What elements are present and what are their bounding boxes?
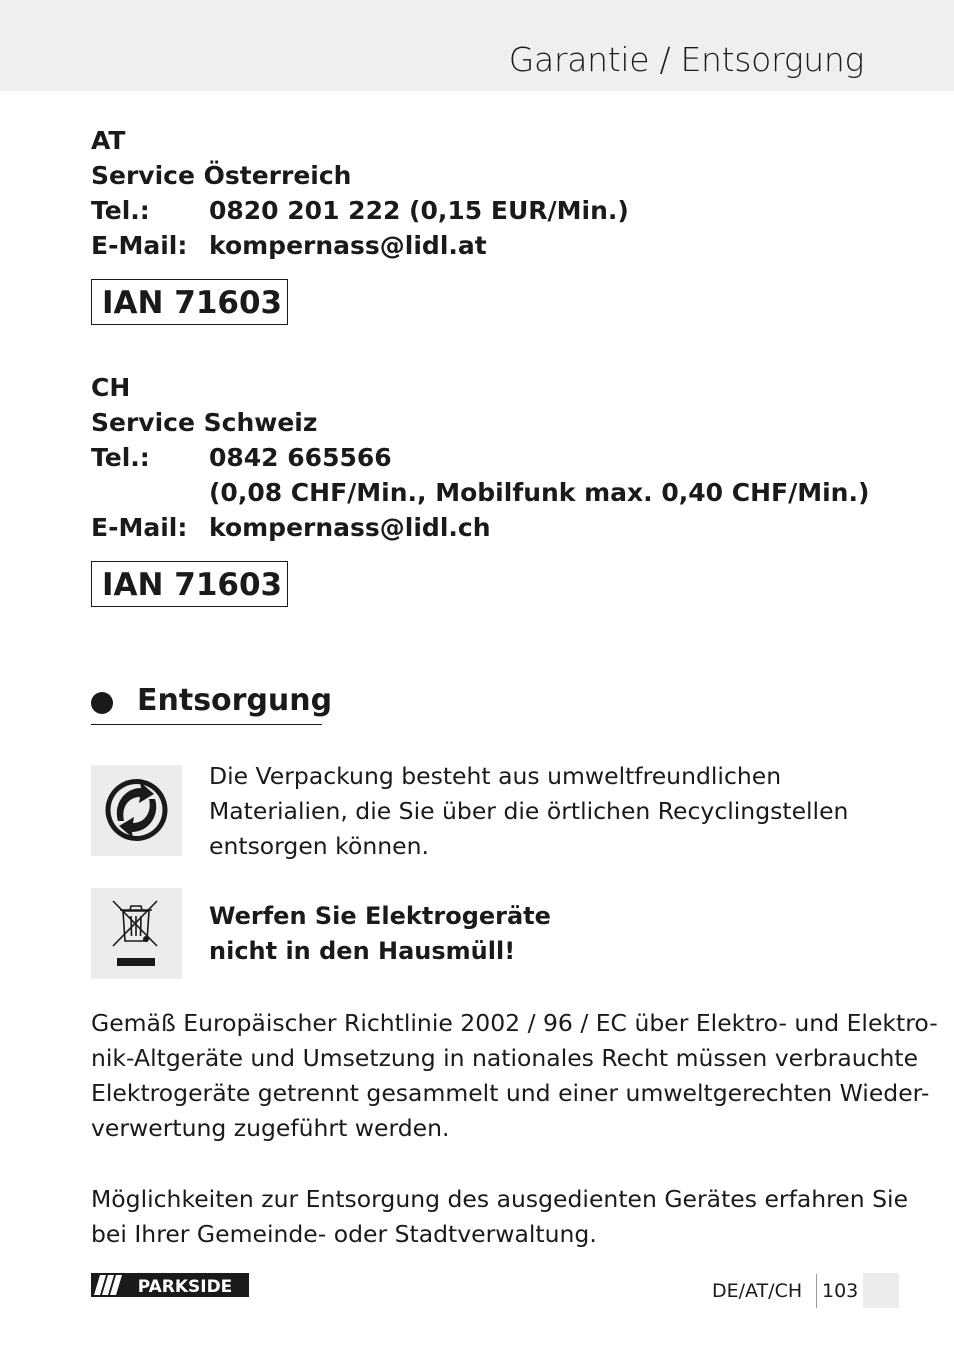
tel-label: Tel.: [91,443,150,472]
service-ch-block [91,370,869,545]
weee-bin-icon [91,888,182,979]
warning-line: nicht in den Hausmüll! [209,937,516,965]
warning-line: Werfen Sie Elektrogeräte [209,902,551,930]
service-at-block [91,123,629,263]
email-value-ch: kompernass@lidl.ch [209,513,491,542]
email-label: E-Mail: [91,231,188,260]
warning-text [209,899,551,969]
tel-row-at [91,193,629,228]
recycling-icon [91,765,182,856]
email-row-ch [91,510,869,545]
bullet-icon [91,692,113,714]
packaging-line: entsorgen können. [209,832,429,860]
tel-value-at: 0820 201 222 (0,15 EUR/Min.) [209,196,629,225]
paragraph-line: verwertung zugeführt werden. [91,1114,450,1142]
ian-box-at: IAN 71603 [91,279,288,325]
page-title: Garantie / Entsorgung [508,40,864,79]
paragraph-line: Elektrogeräte getrennt gesammelt und einer umweltgerechten Wieder- [91,1079,930,1107]
email-label: E-Mail: [91,513,188,542]
packaging-line: Die Verpackung besteht aus umweltfreundlichen [209,762,782,790]
paragraph-line: nik-Altgeräte und Umsetzung in nationales Recht müssen verbrauchte [91,1044,919,1072]
email-row-at [91,228,629,263]
ian-box-ch: IAN 71603 [91,561,288,607]
page-number: 103 [822,1280,859,1302]
country-code-at: AT [91,126,126,155]
parkside-logo [91,1273,249,1297]
paragraph-line: bei Ihrer Gemeinde- oder Stadtverwaltung. [91,1220,597,1248]
brand-name: PARKSIDE [137,1277,233,1297]
options-paragraph [91,1182,909,1252]
paragraph-line: Gemäß Europäischer Richtlinie 2002 / 96 / EC über Elektro- und Elektro- [91,1009,938,1037]
tel-note-ch: (0,08 CHF/Min., Mobilfunk max. 0,40 CHF/Min.) [209,478,870,507]
footer-tab [863,1273,899,1308]
packaging-text [209,759,848,864]
tel-value-ch: 0842 665566 [209,443,392,472]
tel-label: Tel.: [91,196,150,225]
service-ch-title: Service Schweiz [91,408,318,437]
tel-row-ch [91,440,869,475]
directive-paragraph [91,1006,938,1146]
section-heading [91,680,333,725]
email-value-at: kompernass@lidl.at [209,231,487,260]
packaging-line: Materialien, die Sie über die örtlichen Recyclingstellen [209,797,849,825]
footer-divider [816,1274,817,1308]
paragraph-line: Möglichkeiten zur Entsorgung des ausgedienten Gerätes erfahren Sie [91,1185,909,1213]
section-title: Entsorgung [137,683,333,718]
country-code-ch: CH [91,373,131,402]
service-at-title: Service Österreich [91,161,352,190]
footer-language: DE/AT/CH [712,1280,803,1302]
tel-note-row-ch [91,475,869,510]
